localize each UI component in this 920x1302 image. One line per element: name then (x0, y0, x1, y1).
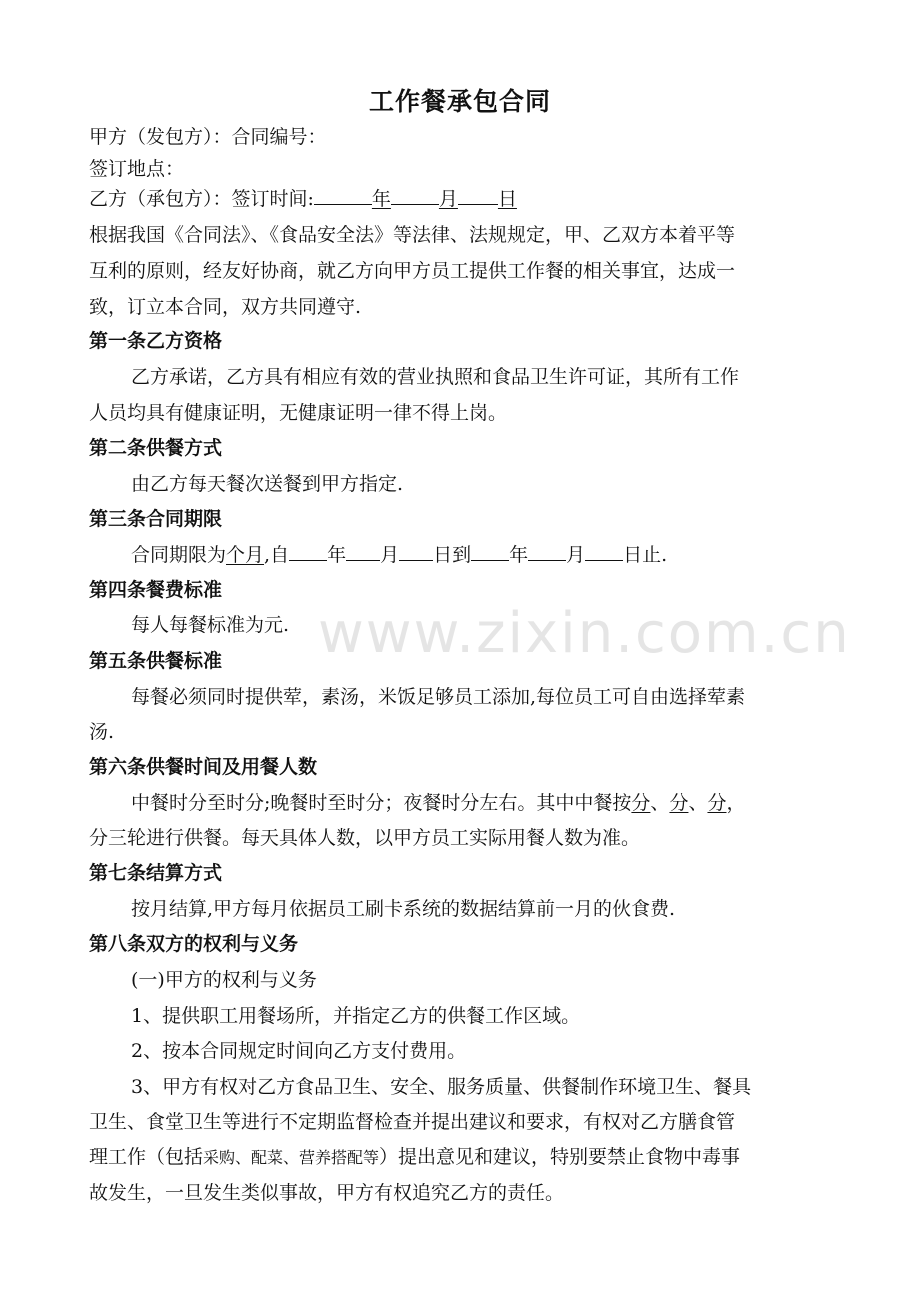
month-blank (391, 186, 439, 205)
term-prefix: 合同期限为 (131, 544, 227, 566)
article-1-line-1: 乙方承诺，乙方具有相应有效的营业执照和食品卫生许可证，其所有工作 (131, 366, 740, 388)
start-year-blank (289, 542, 327, 561)
article-2-line: 由乙方每天餐次送餐到甲方指定. (131, 473, 404, 495)
article-5-line-2: 汤. (89, 721, 115, 743)
end-month-blank (528, 542, 566, 561)
intro-line-1: 根据我国《合同法》、《食品安全法》等法律、法规规定，甲、乙双方本着平等 (89, 224, 736, 246)
date-month: 月 (438, 188, 458, 210)
article-6-line-1 (131, 790, 746, 816)
date-year: 年 (371, 188, 391, 210)
article-8-item-3-line-2: 卫生、食堂卫生等进行不定期监督检查并提出建议和要求，有权对乙方膳食管 (89, 1111, 736, 1133)
article-6-heading: 第六条供餐时间及用餐人数 (89, 756, 318, 778)
end-year-blank (471, 542, 509, 561)
article-4-line: 每人每餐标准为元. (131, 614, 290, 636)
end-year: 年 (509, 544, 529, 566)
article-8-item-3-line-1: 3、甲方有权对乙方食品卫生、安全、服务质量、供餐制作环境卫生、餐具 (131, 1076, 752, 1098)
article-8-item-3-line-4: 故发生，一旦发生类似事故，甲方有权追究乙方的责任。 (89, 1182, 565, 1204)
article-4-heading: 第四条餐费标准 (89, 579, 223, 601)
article-5-line-1: 每餐必须同时提供荤，素汤，米饭足够员工添加,每位员工可自由选择荤素 (131, 686, 746, 708)
article-7-heading: 第七条结算方式 (89, 862, 223, 884)
sign-place-line: 签订地点： (89, 158, 185, 180)
shift-1: 分 (631, 792, 651, 814)
article-1-line-2: 人员均具有健康证明，无健康证明一律不得上岗。 (89, 402, 508, 424)
article-7-line: 按月结算,甲方每月依据员工刷卡系统的数据结算前一月的伙食费. (131, 898, 676, 920)
start-day-blank (399, 542, 433, 561)
item-3-text-b: ）提出意见和建议，特别要禁止食物中毒事 (379, 1146, 741, 1168)
end-month: 月 (566, 544, 586, 566)
shift-3: 分 (707, 792, 727, 814)
party-a-line: 甲方（发包方）：合同编号： (89, 126, 327, 148)
party-b-label: 乙方（承包方）：签订时间: (89, 188, 314, 210)
watermark: www.zixin.com.cn (318, 601, 851, 666)
end-day: 日止. (623, 544, 668, 566)
article-2-heading: 第二条供餐方式 (89, 437, 223, 459)
start-month-blank (346, 542, 380, 561)
article-1-heading: 第一条乙方资格 (89, 330, 223, 352)
article-5-heading: 第五条供餐标准 (89, 650, 223, 672)
article-8-item-2: 2、按本合同规定时间向乙方支付费用。 (131, 1040, 467, 1062)
item-3-text-a: 理工作（包括 (89, 1146, 204, 1168)
sep-1: 、 (650, 792, 670, 814)
party-b-line (89, 186, 517, 212)
article-8-heading: 第八条双方的权利与义务 (89, 933, 299, 955)
term-months: 个月 (226, 544, 265, 566)
document-title: 工作餐承包合同 (368, 87, 551, 116)
article-3-line (131, 542, 667, 568)
article-3-heading: 第三条合同期限 (89, 508, 223, 530)
intro-line-2: 互利的原则，经友好协商，就乙方向甲方员工提供工作餐的相关事宜，达成一 (89, 260, 736, 282)
item-3-text-small: 采购、配菜、营养搭配等 (203, 1148, 380, 1167)
article-8-item-3-line-3 (89, 1144, 740, 1171)
meal-times: 中餐时分至时分;晚餐时至时分；夜餐时分左右。其中中餐按 (131, 792, 632, 814)
start-month: 月 (380, 544, 400, 566)
start-day-to: 日到 (433, 544, 472, 566)
shift-2: 分 (669, 792, 689, 814)
start-year: 年 (327, 544, 347, 566)
article-6-line-2: 分三轮进行供餐。每天具体人数，以甲方员工实际用餐人数为准。 (89, 827, 641, 849)
sep-3: ， (726, 792, 746, 814)
year-blank (314, 186, 372, 205)
end-day-blank (585, 542, 623, 561)
article-8-item-1: 1、提供职工用餐场所，并指定乙方的供餐工作区域。 (131, 1005, 581, 1027)
article-8-sub-heading: (一)甲方的权利与义务 (131, 969, 317, 991)
day-blank (458, 186, 498, 205)
sep-2: 、 (688, 792, 708, 814)
date-day: 日 (497, 188, 517, 210)
intro-line-3: 致，订立本合同，双方共同遵守. (89, 296, 362, 318)
term-from: ,自 (264, 544, 290, 566)
